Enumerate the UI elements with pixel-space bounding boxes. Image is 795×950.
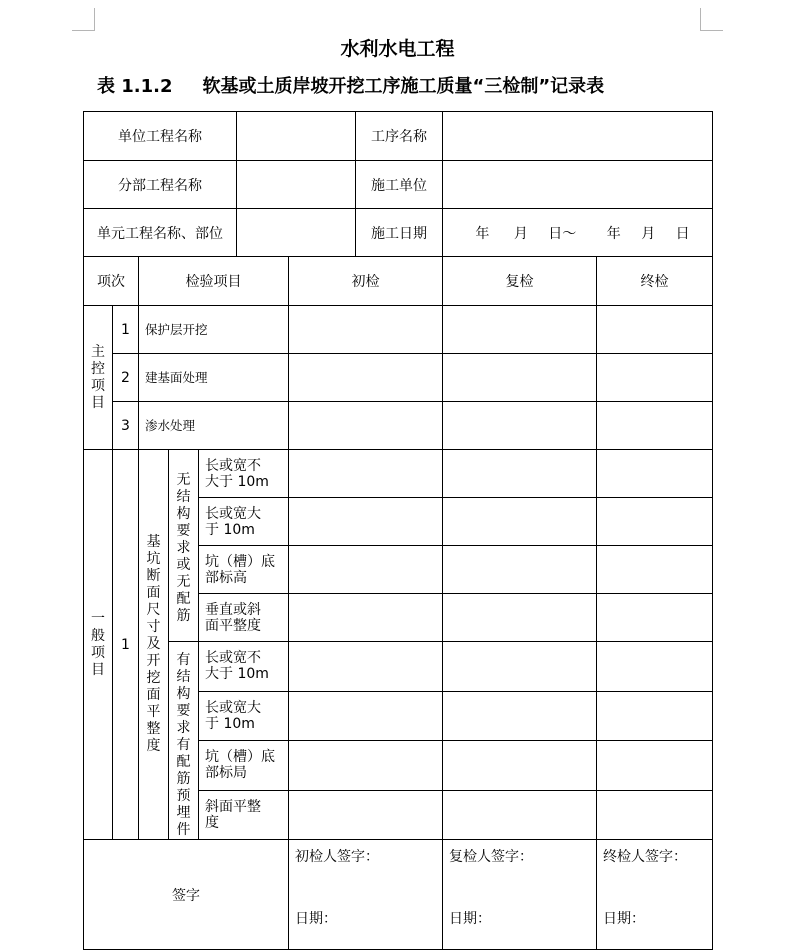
first-check-cell[interactable] bbox=[289, 594, 443, 642]
sub-group-a-label: 无 结 构 要 求 或 无 配 筋 bbox=[169, 450, 199, 642]
table-heading bbox=[97, 72, 604, 98]
first-check-cell[interactable] bbox=[289, 354, 443, 402]
re-check-cell[interactable] bbox=[443, 306, 597, 354]
table-number: 表 1.1.2 bbox=[97, 76, 173, 97]
re-check-cell[interactable] bbox=[443, 691, 597, 741]
first-check-cell[interactable] bbox=[289, 642, 443, 692]
re-date-label: 日期： bbox=[449, 911, 491, 927]
re-check-cell[interactable] bbox=[443, 402, 597, 450]
sub-item: 长或宽不 大于 10m bbox=[199, 642, 289, 692]
item-number: 1 bbox=[113, 306, 139, 354]
unit-project-field[interactable] bbox=[237, 112, 356, 161]
sub-item: 斜面平整 度 bbox=[199, 790, 289, 840]
re-check-cell[interactable] bbox=[443, 642, 597, 692]
col-re-check: 复检 bbox=[443, 257, 597, 306]
table-row bbox=[84, 306, 713, 354]
sub-item: 长或宽大 于 10m bbox=[199, 498, 289, 546]
re-check-cell[interactable] bbox=[443, 790, 597, 840]
final-check-cell[interactable] bbox=[597, 450, 713, 498]
re-check-cell[interactable] bbox=[443, 741, 597, 791]
first-check-cell[interactable] bbox=[289, 546, 443, 594]
column-header-row bbox=[84, 257, 713, 306]
first-check-cell[interactable] bbox=[289, 691, 443, 741]
table-row bbox=[84, 450, 713, 498]
general-group: 一 般 项 目 bbox=[84, 450, 113, 840]
final-check-cell[interactable] bbox=[597, 741, 713, 791]
element-project-field[interactable] bbox=[237, 209, 356, 257]
item-name: 保护层开挖 bbox=[139, 306, 289, 354]
item-name: 渗水处理 bbox=[139, 402, 289, 450]
final-date-label: 日期： bbox=[603, 911, 645, 927]
re-check-cell[interactable] bbox=[443, 546, 597, 594]
construction-date-field[interactable]: 年 月 日～ 年 月 日 bbox=[443, 209, 713, 257]
sub-item: 坑（槽）底 部标高 bbox=[199, 546, 289, 594]
final-check-cell[interactable] bbox=[597, 306, 713, 354]
table-title: 软基或土质岸坡开挖工序施工质量“三检制”记录表 bbox=[202, 76, 605, 97]
crop-mark-top-left bbox=[72, 8, 95, 31]
item-name: 建基面处理 bbox=[139, 354, 289, 402]
final-check-cell[interactable] bbox=[597, 498, 713, 546]
first-check-cell[interactable] bbox=[289, 790, 443, 840]
col-item-no: 项次 bbox=[84, 257, 139, 306]
final-check-cell[interactable] bbox=[597, 594, 713, 642]
item-number: 3 bbox=[113, 402, 139, 450]
signature-label: 签字 bbox=[84, 840, 289, 950]
process-name-field[interactable] bbox=[443, 112, 713, 161]
first-check-cell[interactable] bbox=[289, 402, 443, 450]
document-title: 水利水电工程 bbox=[340, 38, 455, 60]
table-row bbox=[84, 354, 713, 402]
table-row bbox=[84, 642, 713, 692]
sub-project-field[interactable] bbox=[237, 161, 356, 209]
quality-record-table bbox=[83, 111, 713, 950]
main-control-group: 主 控 项 目 bbox=[84, 306, 113, 450]
re-check-cell[interactable] bbox=[443, 354, 597, 402]
item-number: 2 bbox=[113, 354, 139, 402]
process-name-label: 工序名称 bbox=[356, 112, 443, 161]
final-signer-label: 终检人签字： bbox=[603, 849, 687, 865]
sub-item: 垂直或斜 面平整度 bbox=[199, 594, 289, 642]
construction-date-label: 施工日期 bbox=[356, 209, 443, 257]
signature-row bbox=[84, 840, 713, 950]
unit-project-label: 单位工程名称 bbox=[84, 112, 237, 161]
col-final-check: 终检 bbox=[597, 257, 713, 306]
final-check-cell[interactable] bbox=[597, 642, 713, 692]
final-check-cell[interactable] bbox=[597, 354, 713, 402]
first-check-cell[interactable] bbox=[289, 741, 443, 791]
col-inspection-item: 检验项目 bbox=[139, 257, 289, 306]
header-row-sub bbox=[84, 161, 713, 209]
sub-project-label: 分部工程名称 bbox=[84, 161, 237, 209]
first-signer-label: 初检人签字： bbox=[295, 849, 379, 865]
re-signer-cell[interactable] bbox=[443, 840, 597, 950]
first-signer-cell[interactable] bbox=[289, 840, 443, 950]
final-check-cell[interactable] bbox=[597, 691, 713, 741]
re-check-cell[interactable] bbox=[443, 498, 597, 546]
final-check-cell[interactable] bbox=[597, 790, 713, 840]
final-signer-cell[interactable] bbox=[597, 840, 713, 950]
sub-group-b-label: 有 结 构 要 求 有 配 筋 预 埋 件 bbox=[169, 642, 199, 840]
table-row bbox=[84, 402, 713, 450]
first-check-cell[interactable] bbox=[289, 450, 443, 498]
item-number: 1 bbox=[113, 450, 139, 840]
final-check-cell[interactable] bbox=[597, 546, 713, 594]
first-date-label: 日期： bbox=[295, 911, 337, 927]
header-row-unit bbox=[84, 112, 713, 161]
sub-item: 坑（槽）底 部标局 bbox=[199, 741, 289, 791]
contractor-field[interactable] bbox=[443, 161, 713, 209]
re-check-cell[interactable] bbox=[443, 450, 597, 498]
re-signer-label: 复检人签字： bbox=[449, 849, 533, 865]
contractor-label: 施工单位 bbox=[356, 161, 443, 209]
element-project-label: 单元工程名称、部位 bbox=[84, 209, 237, 257]
final-check-cell[interactable] bbox=[597, 402, 713, 450]
sub-item: 长或宽大 于 10m bbox=[199, 691, 289, 741]
first-check-cell[interactable] bbox=[289, 498, 443, 546]
re-check-cell[interactable] bbox=[443, 594, 597, 642]
header-row-element bbox=[84, 209, 713, 257]
crop-mark-top-right bbox=[700, 8, 723, 31]
col-first-check: 初检 bbox=[289, 257, 443, 306]
sub-item: 长或宽不 大于 10m bbox=[199, 450, 289, 498]
excavation-item-label: 基 坑 断 面 尺 寸 及 开 挖 面 平 整 度 bbox=[139, 450, 169, 840]
first-check-cell[interactable] bbox=[289, 306, 443, 354]
